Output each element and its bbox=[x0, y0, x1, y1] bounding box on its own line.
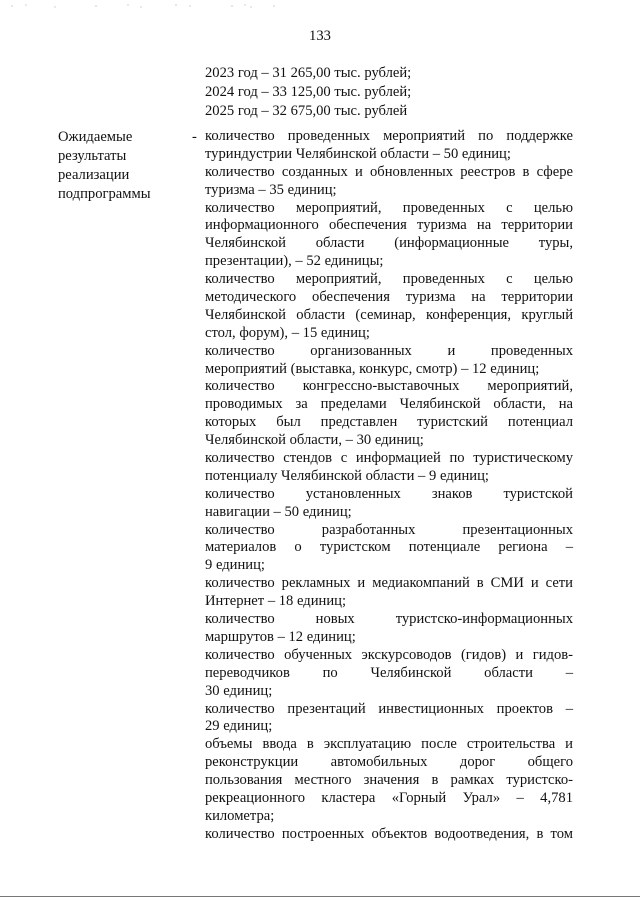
result-line: количество стендов с информацией по туристическому bbox=[205, 450, 573, 467]
result-line: туризма – 35 единиц; bbox=[205, 181, 337, 198]
page-number: 133 bbox=[309, 28, 331, 44]
result-line: 9 единиц; bbox=[205, 557, 265, 574]
section-label-line: подпрограммы bbox=[58, 186, 151, 202]
result-line: навигации – 50 единиц; bbox=[205, 503, 352, 520]
result-line: туриндустрии Челябинской области – 50 единиц; bbox=[205, 145, 511, 162]
result-line: количество обученных экскурсоводов (гидов) и гидов- bbox=[205, 646, 573, 663]
result-line: рекреационного кластера «Горный Урал» – 4,781 bbox=[205, 789, 573, 806]
result-line: потенциалу Челябинской области – 9 единиц; bbox=[205, 467, 489, 484]
result-line: километра; bbox=[205, 807, 275, 824]
result-line: методического обеспечения туризма на территории bbox=[205, 289, 573, 306]
result-line: количество конгрессно-выставочных мероприятий, bbox=[205, 378, 573, 395]
section-label-line: Ожидаемые bbox=[58, 129, 133, 145]
section-label-line: реализации bbox=[58, 167, 130, 183]
list-dash: - bbox=[192, 129, 197, 145]
result-line: проводимых за пределами Челябинской области, на bbox=[205, 396, 573, 413]
funding-line: 2025 год – 32 675,00 тыс. рублей bbox=[205, 103, 408, 119]
result-line: стол, форум), – 15 единиц; bbox=[205, 324, 370, 341]
result-line: мероприятий (выставка, конкурс, смотр) – 12 единиц; bbox=[205, 360, 540, 377]
result-line: объемы ввода в эксплуатацию после строительства и bbox=[205, 736, 573, 753]
result-line: количество разработанных презентационных bbox=[205, 521, 573, 538]
funding-line: 2024 год – 33 125,00 тыс. рублей; bbox=[205, 84, 412, 100]
result-line: маршрутов – 12 единиц; bbox=[205, 628, 356, 645]
expected-results-list bbox=[205, 128, 573, 844]
scan-artifact-dots bbox=[0, 0, 640, 14]
result-line: Челябинской области (информационные туры, bbox=[205, 235, 573, 252]
funding-line: 2023 год – 31 265,00 тыс. рублей; bbox=[205, 65, 412, 81]
result-line: количество организованных и проведенных bbox=[205, 342, 573, 359]
result-line: 29 единиц; bbox=[205, 718, 273, 735]
result-line: 30 единиц; bbox=[205, 682, 273, 699]
section-label-line: результаты bbox=[58, 148, 127, 164]
result-line: Челябинской области, – 30 единиц; bbox=[205, 432, 424, 449]
result-line: которых был представлен туристский потенциал bbox=[205, 414, 573, 431]
result-line: количество мероприятий, проведенных с целью bbox=[205, 271, 573, 288]
result-line: презентации), – 52 единицы; bbox=[205, 253, 384, 270]
result-line: переводчиков по Челябинской области – bbox=[205, 664, 573, 681]
result-line: количество презентаций инвестиционных проектов – bbox=[205, 700, 573, 717]
result-line: количество построенных объектов водоотведения, в том bbox=[205, 825, 573, 842]
result-line: количество рекламных и медиакомпаний в СМИ и сети bbox=[205, 575, 573, 592]
result-line: количество мероприятий, проведенных с целью bbox=[205, 199, 573, 216]
result-line: Интернет – 18 единиц; bbox=[205, 593, 347, 610]
result-line: реконструкции автомобильных дорог общего bbox=[205, 754, 573, 771]
result-line: количество созданных и обновленных реестров в сфере bbox=[205, 163, 573, 180]
funding-block bbox=[205, 64, 585, 121]
result-line: пользования местного значения в рамках туристско- bbox=[205, 772, 573, 789]
result-line: количество установленных знаков туристской bbox=[205, 485, 573, 502]
result-line: количество проведенных мероприятий по поддержке bbox=[205, 128, 573, 144]
result-line: количество новых туристско-информационных bbox=[205, 611, 573, 628]
section-label bbox=[58, 128, 183, 204]
result-line: информационного обеспечения туризма на территории bbox=[205, 217, 573, 234]
result-line: Челябинской области (семинар, конференция, круглый bbox=[205, 306, 573, 323]
result-line: материалов о туристском потенциале региона – bbox=[205, 539, 573, 556]
footer-rule bbox=[0, 896, 640, 898]
